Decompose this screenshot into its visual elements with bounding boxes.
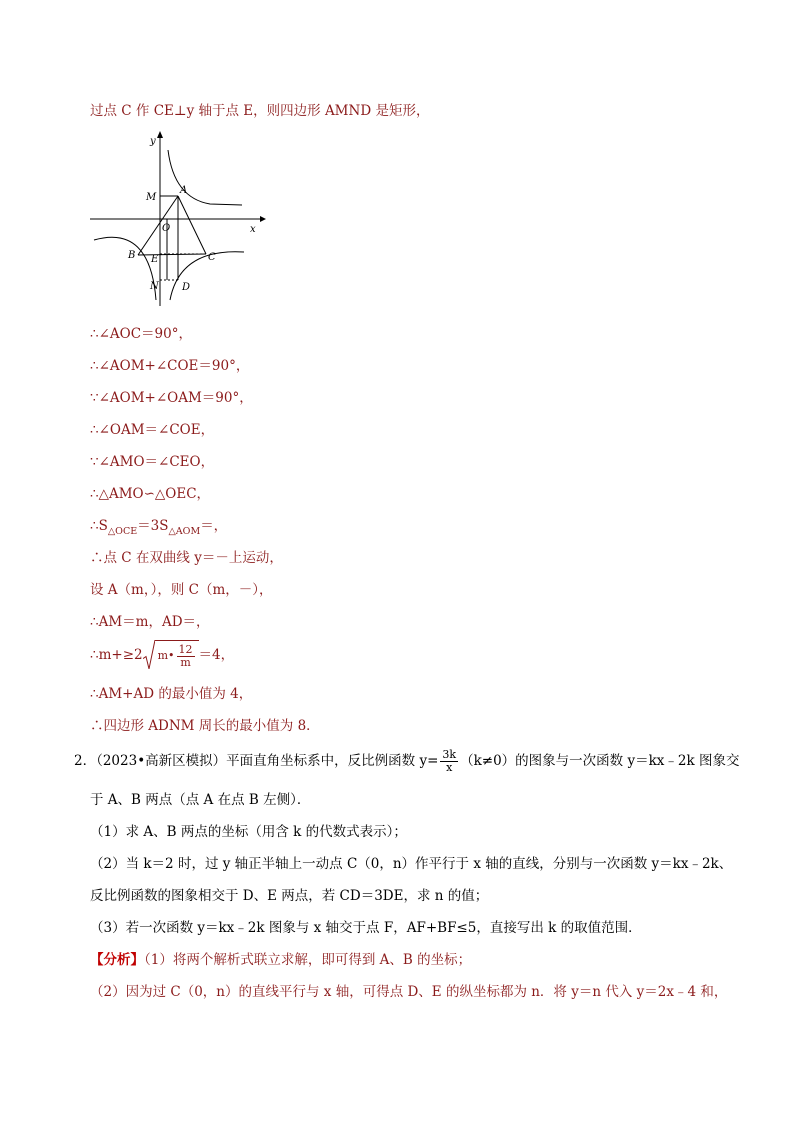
stem-part-b: 的图象与一次函数 y＝kx﹣2k 图象交 [515,753,740,769]
sqrt-sign [143,640,155,671]
function-denominator: x [446,761,453,774]
step-4: ∴∠OAM＝∠COE， [90,422,215,438]
fraction-numerator: 12 [178,642,193,656]
function-numerator: 3k [442,748,457,761]
function-fraction [440,749,458,774]
step-11 [90,640,234,671]
step-11-part-b: ＝4， [198,647,235,663]
problem-source: （2023•高新区模拟） [96,753,227,769]
label-y: y [150,136,156,147]
label-N: N [150,281,159,292]
step-7-sub-2: △AOM [168,526,201,537]
question-1: （1）求 A、B 两点的坐标（用含 k 的代数式表示）； [90,824,407,840]
analysis-1 [90,950,471,970]
stem-part-a: 平面直角坐标系中，反比例函数 y= [226,753,439,769]
label-E: E [151,254,159,265]
step-7-part-c: ＝， [200,518,228,534]
step-5: ∵∠AMO＝∠CEO， [90,454,215,470]
radicand-fraction [177,644,195,669]
step-11-part-a: ∴m+≥2 [90,647,143,663]
step-13: ∴四边形 ADNM 周长的最小值为 8． [90,718,320,734]
step-7-sub-1: △OCE [107,526,138,537]
hyperbola-branch-q1 [168,150,242,205]
label-C: C [208,252,216,263]
step-8: ∴点 C 在双曲线 y＝－上运动， [90,550,283,566]
step-7-part-b: ＝3S [137,518,169,534]
label-O: O [162,223,171,234]
step-1: ∴∠AOC＝90°， [90,326,192,342]
step-12: ∴AM+AD 的最小值为 4， [90,686,253,702]
step-7-part-a: ∴S [90,518,108,534]
segment-BA [138,196,178,255]
x-axis-arrow [260,216,266,222]
analysis-1-text: （1）将两个解析式联立求解，即可得到 A、B 的坐标； [144,952,472,968]
step-2: ∴∠AOM+∠COE＝90°， [90,358,250,374]
function-condition: （k≠0） [460,753,516,769]
hyperbola-diagram [90,128,270,308]
analysis-tag: 【分析】 [90,952,144,968]
step-10: ∴AM＝m，AD＝， [90,614,210,630]
label-x: x [250,224,256,235]
question-2-line-1: （2）当 k＝2 时，过 y 轴正半轴上一动点 C（0，n）作平行于 x 轴的直线，分别与一次函数 y＝kx﹣2k、 [90,856,733,872]
sqrt-radicand [155,640,199,671]
segment-AC [178,196,206,254]
problem-number: 2． [74,753,97,769]
label-D: D [182,282,191,293]
hyperbola-branch-q3 [94,237,156,300]
step-6: ∴△AMO∽△OEC， [90,486,211,502]
question-2-line-2: 反比例函数的图象相交于 D、E 两点，若 CD＝3DE，求 n 的值； [90,888,489,904]
step-9: 设 A（m，），则 C（m，－）， [90,582,273,598]
question-3: （3）若一次函数 y＝kx﹣2k 图象与 x 轴交于点 F，AF+BF≤5，直接写出 k 的取值范围． [90,920,642,936]
label-A: A [180,185,188,196]
intro-line: 过点 C 作 CE⊥y 轴于点 E，则四边形 AMND 是矩形， [90,103,430,119]
fraction-denominator: m [180,655,191,669]
step-3: ∵∠AOM+∠OAM＝90°， [90,390,253,406]
analysis-2: （2）因为过 C（0，n）的直线平行与 x 轴，可得点 D、E 的纵坐标都为 n．将 y＝n 代入 y＝2x﹣4 和， [90,984,728,1000]
problem-2-stem-cont: 于 A、B 两点（点 A 在点 B 左侧）． [90,792,311,808]
label-B: B [128,250,136,261]
problem-2-stem [74,748,739,774]
y-axis-arrow [157,131,163,138]
step-7 [90,516,227,538]
radicand-part: m• [157,649,175,662]
label-M: M [146,192,157,203]
sqrt-expression [143,640,199,671]
